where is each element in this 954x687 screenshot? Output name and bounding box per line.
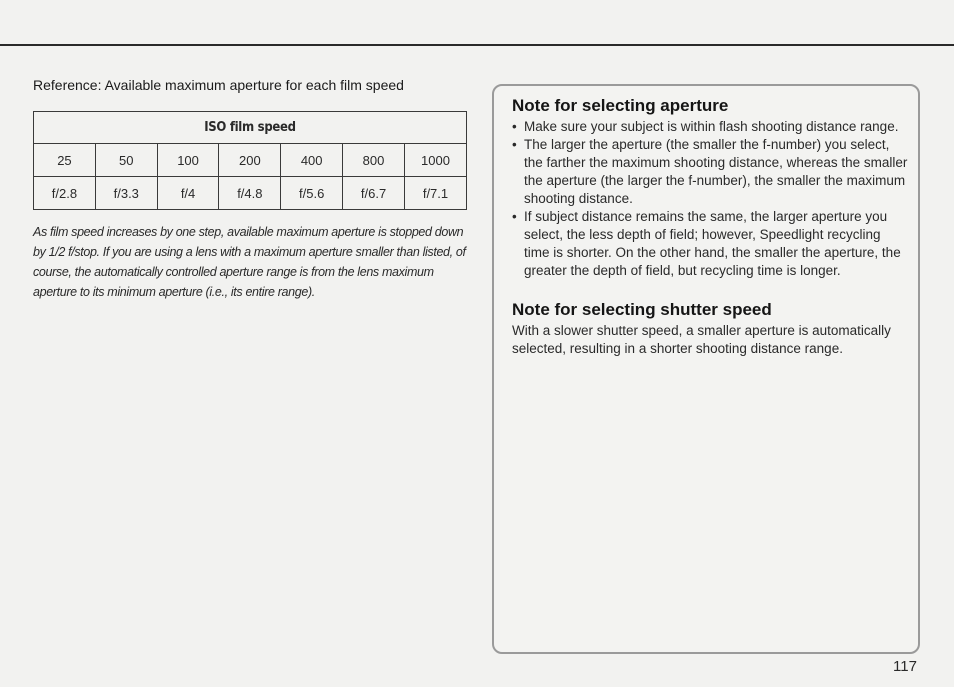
film-speed-cell: 400 [281, 144, 343, 177]
film-speed-row [34, 144, 467, 177]
page-number: 117 [893, 658, 917, 675]
aperture-table [33, 111, 467, 210]
table-header-row [34, 112, 467, 144]
aperture-row [34, 177, 467, 210]
bullet-icon: • [512, 137, 517, 152]
shutter-note-text: With a slower shutter speed, a smaller aperture is automatically selected, resulting in a shorter shooting distance range. [512, 323, 891, 356]
top-rule [0, 44, 954, 46]
list-item [512, 136, 908, 208]
aperture-cell: f/2.8 [34, 177, 96, 210]
table-note: As film speed increases by one step, available maximum aperture is stopped down by 1/2 f/stop. If you are using a lens with a maximum aperture smaller than listed, of course, the automatically controlled aperture range is from the lens maximum aperture to its minimum aperture (i.e., its entire range). [33, 225, 466, 299]
table-header: ISO film speed [34, 112, 467, 144]
bullet-icon: • [512, 119, 517, 134]
film-speed-cell: 800 [343, 144, 405, 177]
list-item [512, 118, 908, 136]
list-item-text: Make sure your subject is within flash shooting distance range. [524, 119, 899, 134]
notes-panel-content [512, 96, 908, 358]
aperture-cell: f/4.8 [219, 177, 281, 210]
list-item-text: If subject distance remains the same, the larger aperture you select, the less depth of field; however, Speedlight recycling time is shorter. On the other hand, the smaller the aperture, the greater the depth of field, but recycling time is longer. [524, 209, 901, 278]
aperture-cell: f/7.1 [404, 177, 466, 210]
film-speed-cell: 25 [34, 144, 96, 177]
notes-panel [492, 84, 920, 654]
aperture-note-list [512, 118, 908, 280]
film-speed-cell: 100 [157, 144, 219, 177]
list-item-text: The larger the aperture (the smaller the f-number) you select, the farther the maximum shooting distance, whereas the smaller the aperture (the larger the f-number), the smaller the maximum shooting distance. [524, 137, 908, 206]
list-item [512, 208, 908, 280]
reference-heading: Reference: Available maximum aperture for each film speed [33, 77, 404, 93]
aperture-note-title: Note for selecting aperture [512, 96, 729, 115]
film-speed-cell: 200 [219, 144, 281, 177]
reference-section [33, 76, 468, 315]
film-speed-cell: 1000 [404, 144, 466, 177]
shutter-note-title: Note for selecting shutter speed [512, 300, 772, 319]
aperture-cell: f/3.3 [95, 177, 157, 210]
bullet-icon: • [512, 209, 517, 224]
aperture-cell: f/5.6 [281, 177, 343, 210]
aperture-cell: f/6.7 [343, 177, 405, 210]
aperture-cell: f/4 [157, 177, 219, 210]
film-speed-cell: 50 [95, 144, 157, 177]
